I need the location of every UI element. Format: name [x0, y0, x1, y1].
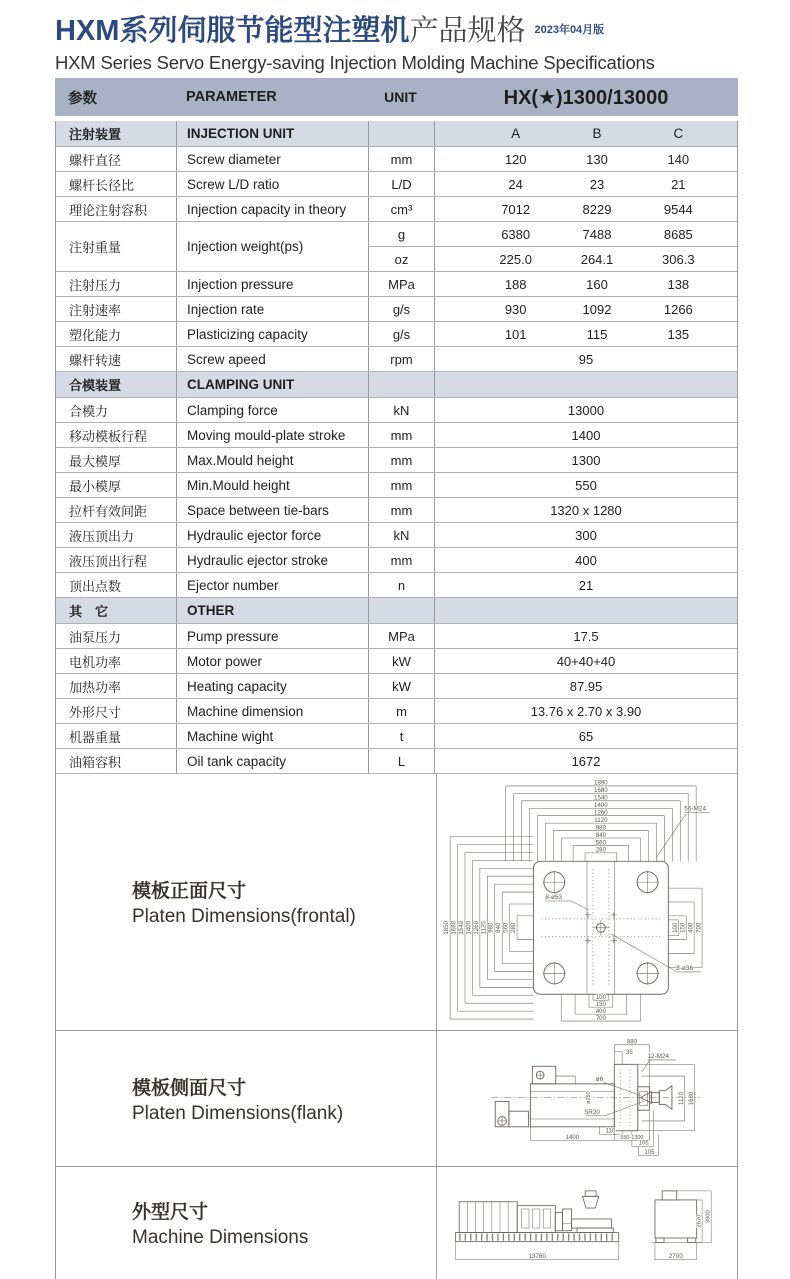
value-span: 21 [578, 577, 594, 593]
param-en: Motor power [177, 649, 369, 673]
table-row [56, 573, 737, 598]
param-en: Max.Mould height [177, 448, 369, 472]
param-en: Hydraulic ejector force [177, 523, 369, 547]
page-subtitle: HXM Series Servo Energy-saving Injection Molding Machine Specifications [55, 52, 655, 73]
dim-label: 105 [638, 1140, 649, 1147]
param-cn: 螺杆长径比 [56, 172, 177, 196]
table-row [56, 624, 737, 649]
dim-label: 100 [595, 994, 607, 1002]
dim-label: 1680 [688, 1091, 695, 1106]
header-param-cn: 参数 [68, 90, 97, 107]
header-param-en: PARAMETER [186, 89, 277, 105]
dim-label: 880 [626, 1039, 637, 1046]
param-cn: 油箱容积 [56, 749, 177, 773]
param-en: Hydraulic ejector stroke [177, 548, 369, 572]
table-header-row [55, 78, 738, 116]
dim-label: 100 [671, 922, 679, 933]
diagram-label-cn: 模板正面尺寸 [132, 881, 247, 902]
section-cn: 注射装置 [56, 121, 177, 146]
unit-cell: g [369, 222, 435, 246]
param-en: Injection capacity in theory [177, 197, 369, 221]
value-c: 140 [667, 151, 690, 167]
dim-label: 1120 [679, 1091, 686, 1106]
diagram-label-en: Platen Dimensions(flank) [132, 1102, 344, 1124]
dim-label: 105 [644, 1149, 655, 1156]
table-row [56, 398, 737, 423]
table-row [56, 498, 737, 523]
param-cn: 加热功率 [56, 674, 177, 698]
col-c-label: C [673, 126, 684, 141]
param-cn: 塑化能力 [56, 322, 177, 346]
value-span: 17.5 [573, 628, 599, 644]
section-row-clamping [56, 372, 737, 398]
param-cn: 液压顶出行程 [56, 548, 177, 572]
value-span: 65 [578, 728, 594, 744]
page-header [55, 8, 755, 74]
unit-cell [369, 372, 435, 397]
param-en: Screw L/D ratio [177, 172, 369, 196]
header-unit: UNIT [384, 89, 417, 105]
diagram-label [56, 1167, 437, 1279]
page-title [55, 8, 755, 49]
dim-label: 280 [595, 846, 607, 854]
param-en: Moving mould-plate stroke [177, 423, 369, 447]
value-a: 24 [508, 176, 523, 192]
value-span: 13000 [567, 402, 605, 418]
param-en: Heating capacity [177, 674, 369, 698]
unit-cell: MPa [369, 272, 435, 296]
value-b: 264.1 [580, 251, 614, 267]
section-en: OTHER [177, 598, 369, 623]
col-a-label: A [511, 126, 521, 141]
bolt-pattern-note: 12-M24 [647, 1052, 669, 1060]
dim-label: 560 [502, 922, 510, 933]
dim-label: 1120 [594, 816, 608, 824]
dim-label: 840 [495, 922, 503, 933]
value-b: 7488 [582, 226, 612, 242]
version-label: 2023年04月版 [534, 24, 605, 36]
value-a: 7012 [501, 201, 531, 217]
dim-label: 1400 [465, 920, 473, 935]
param-cn: 电机功率 [56, 649, 177, 673]
dim-label: 400 [595, 1007, 607, 1015]
diagram-row-frontal [56, 774, 737, 1031]
diagram-section [55, 774, 738, 1279]
param-cn: 螺杆转速 [56, 347, 177, 371]
table-row [56, 297, 737, 322]
diagram-label-en: Platen Dimensions(frontal) [132, 906, 356, 927]
section-cn: 其 它 [56, 598, 177, 623]
value-span: 1672 [571, 753, 601, 769]
nozzle-note: ø6 [595, 1075, 604, 1083]
value-span: 95 [578, 351, 594, 367]
dim-label: 1680 [594, 787, 608, 795]
dim-label: 560 [595, 839, 607, 847]
value-b: 130 [586, 151, 608, 167]
table-row [56, 523, 737, 548]
table-body [55, 121, 738, 774]
dim-label: 980 [595, 824, 607, 832]
unit-cell: m [369, 699, 435, 723]
title-suffix: 产品规格 [409, 15, 526, 47]
table-row [56, 448, 737, 473]
diagram-label [56, 1031, 437, 1166]
param-cn: 注射速率 [56, 297, 177, 321]
unit-cell: oz [369, 247, 435, 271]
table-row [56, 674, 737, 699]
value-b: 115 [586, 326, 608, 342]
param-en: Injection rate [177, 297, 369, 321]
param-cn: 最大模厚 [56, 448, 177, 472]
unit-cell: L/D [369, 172, 435, 196]
table-row [56, 423, 737, 448]
unit-cell: n [369, 573, 435, 597]
section-row-other [56, 598, 737, 624]
unit-cell: L [369, 749, 435, 773]
unit-cell: rpm [369, 347, 435, 371]
dim-label: 13760 [528, 1252, 546, 1260]
param-cn: 注射重量 [56, 222, 177, 271]
value-c: 306.3 [662, 251, 695, 267]
dim-label: 1850 [443, 920, 451, 935]
param-cn: 理论注射容积 [56, 197, 177, 221]
dim-label: 150 [595, 1000, 607, 1008]
value-span: 40+40+40 [556, 653, 616, 669]
unit-cell: mm [369, 498, 435, 522]
section-cn: 合模装置 [56, 372, 177, 397]
section-row-injection [56, 121, 737, 147]
value-span: 1300 [571, 452, 601, 468]
unit-cell [369, 121, 435, 146]
table-row-injection-weight [56, 222, 737, 272]
value-c: 8685 [663, 226, 693, 242]
param-cn: 最小模厚 [56, 473, 177, 497]
value-span: 300 [575, 527, 597, 543]
unit-cell: kN [369, 523, 435, 547]
value-span: 550 [575, 477, 597, 493]
hole-note-small: 8-ø36 [676, 964, 694, 972]
dim-label: 280 [510, 922, 518, 933]
param-cn: 移动模板行程 [56, 423, 177, 447]
table-row [56, 197, 737, 222]
value-span: 1400 [571, 427, 601, 443]
unit-cell: mm [369, 548, 435, 572]
param-en: Ejector number [177, 573, 369, 597]
param-cn: 油泵压力 [56, 624, 177, 648]
section-en: INJECTION UNIT [177, 121, 369, 146]
dim-label: 1680 [450, 920, 458, 935]
dim-label: 700 [695, 922, 703, 933]
dim-label: 150 [679, 922, 687, 933]
param-cn: 拉杆有效间距 [56, 498, 177, 522]
diagram-label-en: Machine Dimensions [132, 1227, 309, 1248]
param-en: Machine dimension [177, 699, 369, 723]
unit-cell: MPa [369, 624, 435, 648]
value-a: 101 [504, 326, 527, 342]
value-a: 6380 [501, 226, 531, 242]
flank-platen-diagram [440, 1037, 734, 1160]
value-c: 138 [667, 276, 690, 292]
unit-cell: mm [369, 147, 435, 171]
param-en: Pump pressure [177, 624, 369, 648]
unit-cell: cm³ [369, 197, 435, 221]
dim-label: 1260 [594, 809, 608, 817]
table-row [56, 749, 737, 774]
param-en: Min.Mould height [177, 473, 369, 497]
unit-cell: g/s [369, 297, 435, 321]
param-cn: 螺杆直径 [56, 147, 177, 171]
param-cn: 顶出点数 [56, 573, 177, 597]
param-en: Machine wight [177, 724, 369, 748]
dim-label: 1890 [594, 779, 608, 787]
table-row [56, 272, 737, 297]
param-en: Screw diameter [177, 147, 369, 171]
value-a: 188 [504, 276, 527, 292]
dim-label: 3900 [705, 1209, 712, 1223]
header-model: HX(★)1300/13000 [503, 86, 669, 109]
value-a: 120 [504, 151, 527, 167]
table-row [56, 724, 737, 749]
value-a: 225.0 [499, 251, 532, 267]
table-row [56, 347, 737, 372]
param-cn: 合模力 [56, 398, 177, 422]
param-cn: 机器重量 [56, 724, 177, 748]
radius-note: SR20 [584, 1109, 600, 1117]
param-cn: 外形尺寸 [56, 699, 177, 723]
dim-label: 1540 [458, 920, 465, 935]
diagram-label-cn: 模板侧面尺寸 [132, 1077, 247, 1099]
value-c: 9544 [663, 201, 693, 217]
value-b: 1092 [582, 301, 612, 317]
value-b: 23 [589, 176, 605, 192]
value-c: 135 [667, 326, 690, 342]
dim-label: 110 [605, 1128, 616, 1135]
table-row [56, 322, 737, 347]
dim-label: 1400 [565, 1134, 580, 1141]
col-b-label: B [592, 126, 602, 141]
value-span: 1320 x 1280 [550, 502, 622, 518]
value-c: 21 [671, 176, 686, 192]
table-row [56, 699, 737, 724]
dim-label: 980 [487, 922, 495, 933]
param-en: Injection weight(ps) [177, 222, 369, 271]
param-en: Screw apeed [177, 347, 369, 371]
diagram-row-flank [56, 1031, 737, 1167]
dim-label: 400 [687, 922, 695, 933]
hole-note-large: 8-ø53 [545, 894, 563, 902]
dim-label: 1540 [594, 794, 608, 802]
unit-cell: mm [369, 473, 435, 497]
frontal-platen-diagram [442, 778, 732, 1026]
param-cn: 注射压力 [56, 272, 177, 296]
param-cn: 液压顶出力 [56, 523, 177, 547]
param-en: Injection pressure [177, 272, 369, 296]
diagram-label-cn: 外型尺寸 [132, 1202, 209, 1223]
value-span: 13.76 x 2.70 x 3.90 [530, 703, 642, 719]
unit-cell [369, 598, 435, 623]
dim-label: 2700 [668, 1252, 683, 1260]
unit-cell: t [369, 724, 435, 748]
value-b: 160 [586, 276, 608, 292]
value-span: 87.95 [569, 678, 603, 694]
param-en: Space between tie-bars [177, 498, 369, 522]
dim-label: 1400 [594, 802, 608, 810]
unit-cell: kW [369, 674, 435, 698]
unit-cell: g/s [369, 322, 435, 346]
table-row [56, 649, 737, 674]
param-en: Clamping force [177, 398, 369, 422]
spec-table [55, 78, 738, 1279]
table-row [56, 548, 737, 573]
dim-label: 700 [595, 1014, 607, 1022]
unit-cell: mm [369, 448, 435, 472]
param-en: Plasticizing capacity [177, 322, 369, 346]
value-a: 930 [504, 301, 527, 317]
dim-label: 1260 [472, 920, 480, 935]
value-b: 8229 [582, 201, 612, 217]
dim-label: 1120 [480, 921, 488, 935]
dim-label: 35 [626, 1049, 633, 1056]
table-row [56, 172, 737, 197]
value-span: 400 [575, 552, 597, 568]
unit-cell: kW [369, 649, 435, 673]
table-row [56, 147, 737, 172]
param-en: Oil tank capacity [177, 749, 369, 773]
title-cn: HXM系列伺服节能型注塑机 [55, 15, 410, 47]
unit-cell: kN [369, 398, 435, 422]
diagram-row-machine [56, 1167, 737, 1279]
section-en: CLAMPING UNIT [177, 372, 369, 397]
machine-dimensions-diagram [437, 1180, 737, 1267]
table-row [56, 473, 737, 498]
dim-label: 2670 [696, 1214, 703, 1228]
unit-cell: mm [369, 423, 435, 447]
ring-note: ø250 [585, 1091, 592, 1104]
dim-label: 840 [595, 831, 607, 839]
dim-label: 550-1300 [620, 1134, 644, 1141]
value-c: 1266 [663, 301, 693, 317]
diagram-label [56, 774, 437, 1030]
bolt-pattern-note: 56-M24 [684, 805, 707, 813]
